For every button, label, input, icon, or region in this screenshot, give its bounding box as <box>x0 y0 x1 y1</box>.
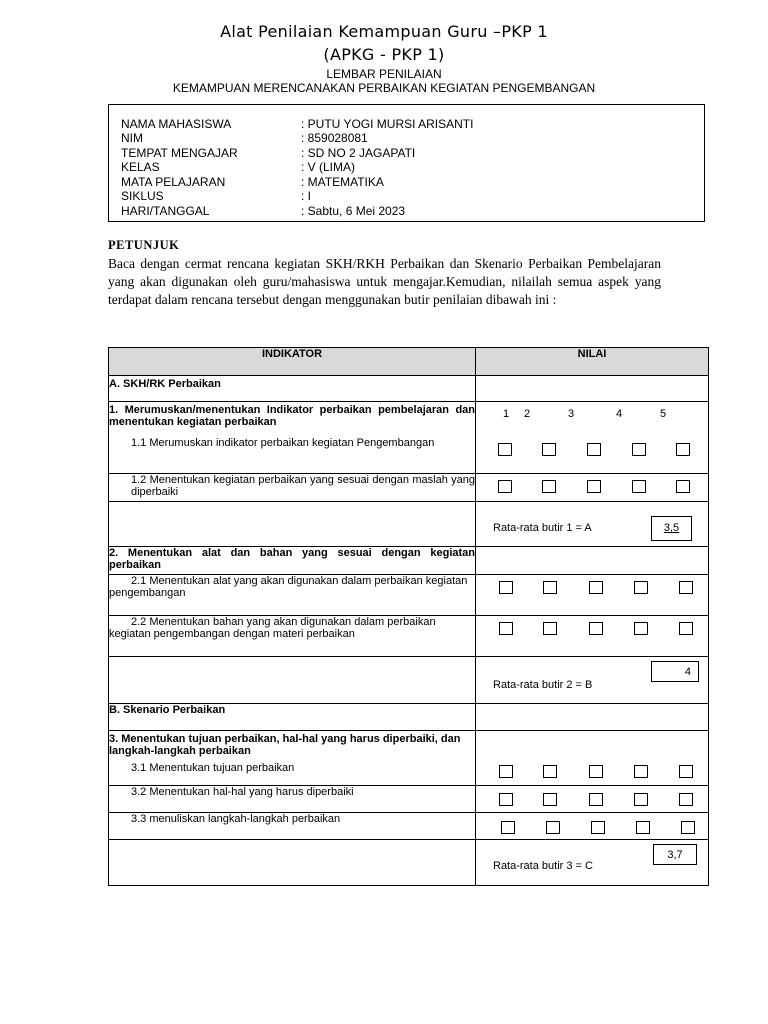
checkbox-3-1-score-4[interactable] <box>634 765 648 778</box>
avg1-cell <box>476 502 709 547</box>
header-nilai: NILAI <box>476 348 709 376</box>
item2-2-text: 2.2 Menentukan bahan yang akan digunakan dalam perbaikan kegiatan pengembangan dengan materi perbaikan <box>109 616 436 640</box>
section-a-label: A. SKH/RK Perbaikan <box>109 376 476 402</box>
item1-1-text: 1.1 Merumuskan indikator perbaikan kegiatan Pengembangan <box>131 437 435 449</box>
checkbox-3-3-score-2[interactable] <box>546 821 560 834</box>
section-a-value <box>476 376 709 402</box>
item3-3-text: 3.3 menuliskan langkah-langkah perbaikan <box>131 813 341 825</box>
avg1-label: Rata-rata butir 1 = A <box>493 522 592 534</box>
info-label-nim: NIM <box>121 131 143 145</box>
checkbox-1-1-score-1[interactable] <box>498 443 512 456</box>
checkbox-3-3-score-5[interactable] <box>681 821 695 834</box>
avg2-score-value: 4 <box>684 666 691 678</box>
info-value-mapel: : MATEMATIKA <box>301 175 384 189</box>
checkbox-1-1-score-5[interactable] <box>676 443 690 456</box>
item2-row <box>109 547 709 575</box>
checkbox-1-2-score-2[interactable] <box>542 480 556 493</box>
item3-row <box>109 731 709 786</box>
item1-2-text: 1.2 Menentukan kegiatan perbaikan yang sesuai dengan maslah yang diperbaiki <box>131 474 475 498</box>
avg1-empty <box>109 502 476 547</box>
item1-cell <box>109 402 476 474</box>
item2-2-score-cell <box>476 616 709 657</box>
scale-label-4: 4 <box>616 408 623 420</box>
avg2-empty <box>109 657 476 704</box>
info-label-tempat: TEMPAT MENGAJAR <box>121 146 238 160</box>
avg3-label: Rata-rata butir 3 = C <box>493 860 593 872</box>
checkbox-1-1-score-2[interactable] <box>542 443 556 456</box>
avg3-score-value: 3,7 <box>667 849 683 861</box>
info-label-mapel: MATA PELAJARAN <box>121 175 226 189</box>
header-indikator: INDIKATOR <box>109 348 476 376</box>
checkbox-2-1-score-5[interactable] <box>679 581 693 594</box>
checkbox-1-2-score-5[interactable] <box>676 480 690 493</box>
item3-cell <box>109 731 476 786</box>
item2-1-text: 2.1 Menentukan alat yang akan digunakan dalam perbaikan kegiatan pengembangan <box>109 575 468 599</box>
item1-2-row <box>109 474 709 502</box>
checkbox-1-2-score-1[interactable] <box>498 480 512 493</box>
scale-label-1: 1 <box>503 408 510 420</box>
checkbox-2-2-score-1[interactable] <box>499 622 513 635</box>
checkbox-3-3-score-1[interactable] <box>501 821 515 834</box>
checkbox-1-2-score-3[interactable] <box>587 480 601 493</box>
checkbox-2-1-score-4[interactable] <box>634 581 648 594</box>
avg3-cell <box>476 840 709 886</box>
item3-3-row <box>109 813 709 840</box>
info-value-nama: : PUTU YOGI MURSI ARISANTI <box>301 117 474 131</box>
section-b-row <box>109 704 709 731</box>
checkbox-2-2-score-4[interactable] <box>634 622 648 635</box>
scale-label-2: 2 <box>524 408 531 420</box>
checkbox-3-1-score-2[interactable] <box>543 765 557 778</box>
section-b-value <box>476 704 709 731</box>
student-info-box <box>108 104 705 222</box>
avg1-score-box <box>651 516 692 541</box>
avg1-score-value: 3,5 <box>663 522 680 534</box>
checkbox-3-3-score-4[interactable] <box>636 821 650 834</box>
section-b-label: B. Skenario Perbaikan <box>109 704 476 731</box>
info-value-siklus: : I <box>301 189 312 203</box>
checkbox-3-2-score-4[interactable] <box>634 793 648 806</box>
info-value-kelas: : V (LIMA) <box>301 160 356 174</box>
avg3-empty <box>109 840 476 886</box>
checkbox-1-1-score-4[interactable] <box>632 443 646 456</box>
assessment-table <box>108 347 709 886</box>
checkbox-2-1-score-1[interactable] <box>499 581 513 594</box>
item2-cell <box>109 547 476 575</box>
checkbox-2-2-score-2[interactable] <box>543 622 557 635</box>
item2-1-cell <box>109 575 476 616</box>
checkbox-1-2-score-4[interactable] <box>632 480 646 493</box>
item3-2-cell <box>109 786 476 813</box>
checkbox-2-1-score-3[interactable] <box>589 581 603 594</box>
info-label-kelas: KELAS <box>121 160 160 174</box>
item3-3-cell <box>109 813 476 840</box>
scale-label-3: 3 <box>568 408 575 420</box>
avg2-cell <box>476 657 709 704</box>
item3-2-text: 3.2 Menentukan hal-hal yang harus diperbaiki <box>131 786 354 798</box>
checkbox-3-1-score-5[interactable] <box>679 765 693 778</box>
avg2-label: Rata-rata butir 2 = B <box>493 679 593 691</box>
checkbox-3-2-score-2[interactable] <box>543 793 557 806</box>
item2-title: 2. Menentukan alat dan bahan yang sesuai dengan kegiatan perbaikan <box>109 547 475 571</box>
info-label-tanggal: HARI/TANGGAL <box>121 204 210 218</box>
checkbox-2-1-score-2[interactable] <box>543 581 557 594</box>
document-subtitle-2: KEMAMPUAN MERENCANAKAN PERBAIKAN KEGIATAN PENGEMBANGAN <box>172 81 596 95</box>
info-value-tempat: : SD NO 2 JAGAPATI <box>301 146 416 160</box>
info-label-siklus: SIKLUS <box>121 189 164 203</box>
item3-2-score-cell <box>476 786 709 813</box>
checkbox-3-2-score-5[interactable] <box>679 793 693 806</box>
item3-1-text: 3.1 Menentukan tujuan perbaikan <box>131 762 295 774</box>
instructions-title: PETUNJUK <box>108 238 180 252</box>
item2-1-row <box>109 575 709 616</box>
item3-2-row <box>109 786 709 813</box>
checkbox-3-1-score-1[interactable] <box>499 765 513 778</box>
checkbox-3-1-score-3[interactable] <box>589 765 603 778</box>
item3-3-score-cell <box>476 813 709 840</box>
checkbox-2-2-score-3[interactable] <box>589 622 603 635</box>
info-value-tanggal: : Sabtu, 6 Mei 2023 <box>301 204 406 218</box>
item2-1-score-cell <box>476 575 709 616</box>
table-header-row <box>109 348 709 376</box>
section-a-row <box>109 376 709 402</box>
item2-value <box>476 547 709 575</box>
item2-2-cell <box>109 616 476 657</box>
checkbox-2-2-score-5[interactable] <box>679 622 693 635</box>
instructions-text: Baca dengan cermat rencana kegiatan SKH/RKH Perbaikan dan Skenario Perbaikan Pembelajaran yang akan digunakan oleh guru/mahasiswa untuk mengajar.Kemudian, nilailah semua aspek yang terdapat dalam rencana tersebut dengan menggunakan butir penilaian dibawah ini : <box>108 256 661 307</box>
avg3-row <box>109 840 709 886</box>
document-title: Alat Penilaian Kemampuan Guru –PKP 1 <box>220 22 548 41</box>
checkbox-1-1-score-3[interactable] <box>587 443 601 456</box>
checkbox-3-3-score-3[interactable] <box>591 821 605 834</box>
avg2-row <box>109 657 709 704</box>
avg1-row <box>109 502 709 547</box>
item1-score-cell <box>476 402 709 474</box>
scale-label-5: 5 <box>660 408 667 420</box>
avg2-score-box <box>651 661 699 682</box>
item1-row <box>109 402 709 474</box>
item1-2-cell <box>109 474 476 502</box>
document-title-code: (APKG - PKP 1) <box>323 45 445 64</box>
item3-title: 3. Menentukan tujuan perbaikan, hal-hal yang harus diperbaiki, dan langkah-langkah perbaikan <box>109 733 461 757</box>
info-value-nim: : 859028081 <box>301 131 368 145</box>
checkbox-3-2-score-3[interactable] <box>589 793 603 806</box>
item1-2-score-cell <box>476 474 709 502</box>
document-subtitle: LEMBAR PENILAIAN <box>326 67 442 81</box>
avg3-score-box <box>653 844 697 865</box>
item2-2-row <box>109 616 709 657</box>
item3-1-score-cell <box>476 731 709 786</box>
item1-title: 1. Merumuskan/menentukan Indikator perbaikan pembelajaran dan menentukan kegiatan perbaikan <box>109 404 475 428</box>
checkbox-3-2-score-1[interactable] <box>499 793 513 806</box>
info-label-nama: NAMA MAHASISWA <box>121 117 232 131</box>
